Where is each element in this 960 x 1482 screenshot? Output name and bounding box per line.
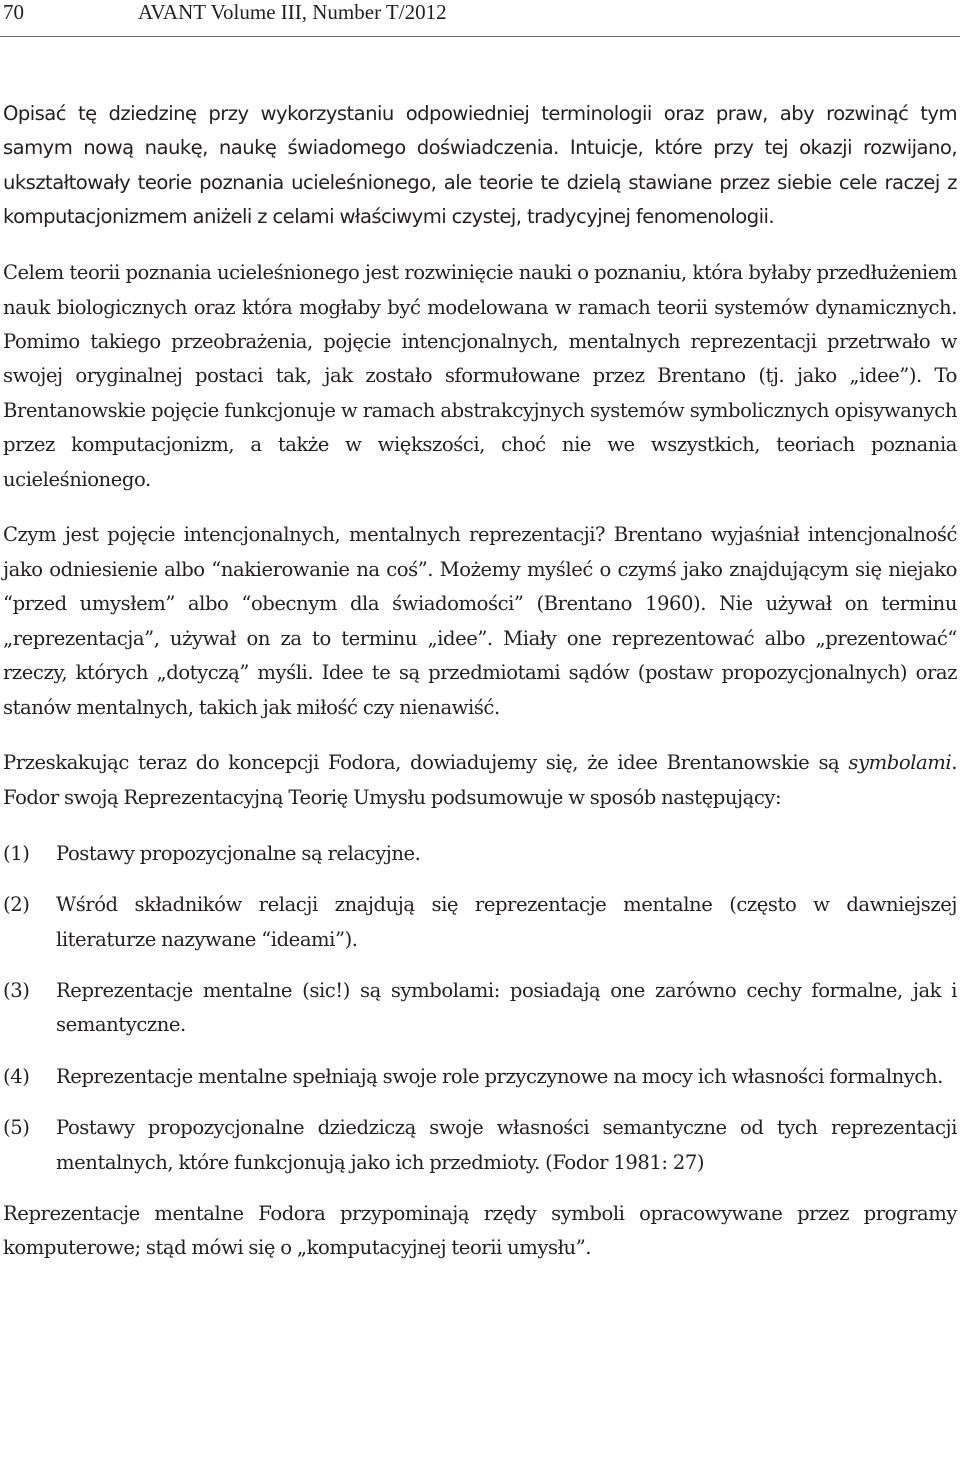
list-item — [3, 1060, 957, 1094]
paragraph-fodor-intro-start: Przeskakując teraz do koncepcji Fodora, dowiadujemy się, że idee Brentanowskie są — [3, 751, 849, 775]
article-body — [3, 97, 957, 1266]
thesis-number: (3) — [3, 978, 30, 1002]
thesis-number: (1) — [3, 841, 30, 865]
emphasis-symbols: symbolami — [848, 751, 952, 775]
page-number: 70 — [3, 0, 24, 24]
paragraph-embodied-cognition-origins: Opisać tę dziedzinę przy wykorzystaniu odpowiedniej terminologii oraz praw, aby rozwinąć tym samym nową naukę, naukę świadomego doświadczenia. Intuicje, które przy tej okazji rozwijano, ukształtowały teorie poznania ucieleśnionego, ale teorie te dzielą stawiane przez siebie cele raczej z komputacjonizmem aniżeli z celami właściwymi czystej, tradycyjnej fenomenologii. — [3, 102, 957, 229]
thesis-text: Reprezentacje mentalne spełniają swoje role przyczynowe na mocy ich własności formalnych. — [56, 1064, 943, 1088]
paragraph-fodor-intro — [3, 746, 957, 815]
thesis-text: Wśród składników relacji znajdują się reprezentacje mentalne (często w dawniejszej literaturze nazywane “ideami”). — [56, 893, 957, 951]
header-rule — [0, 36, 960, 37]
thesis-number: (5) — [3, 1116, 30, 1140]
thesis-text: Postawy propozycjonalne dziedziczą swoje własności semantyczne od tych reprezentacji mentalnych, które funkcjonują jako ich przedmioty. (Fodor 1981: 27) — [56, 1116, 957, 1174]
paragraph-computational-theory: Reprezentacje mentalne Fodora przypominają rzędy symboli opracowywane przez programy komputerowe; stąd mówi się o „komputacyjnej teorii umysłu”. — [3, 1201, 957, 1260]
fodor-theses-list — [3, 837, 957, 1180]
thesis-text: Reprezentacje mentalne (sic!) są symbolami: posiadają one zarówno cechy formalne, jak i semantyczne. — [56, 978, 957, 1037]
list-item — [3, 974, 957, 1043]
thesis-number: (2) — [3, 893, 30, 917]
paragraph-fodor-intro-end: . Fodor swoją Reprezentacyjną Teorię Umysłu podsumowuje w sposób następujący: — [3, 751, 957, 809]
running-head — [3, 0, 957, 30]
thesis-number: (4) — [3, 1064, 30, 1088]
journal-title: AVANT Volume III, Number T/2012 — [138, 0, 447, 24]
list-item — [3, 837, 957, 871]
list-item — [3, 1111, 957, 1180]
paragraph-intentional-representations: Czym jest pojęcie intencjonalnych, mentalnych reprezentacji? Brentano wyjaśniał intencjonalność jako odniesienie albo “nakierowanie na coś”. Możemy myśleć o czymś jako znajdującym się niejako “przed umysłem” albo “obecnym dla świadomości” (Brentano 1960). Nie używał on terminu „reprezentacja”, używał on za to terminu „idee”. Miały one reprezentować albo „prezentować“ rzeczy, których „dotyczą” myśli. Idee te są przedmiotami sądów (postaw propozycjonalnych) oraz stanów mentalnych, takich jak miłość czy nienawiść. — [3, 523, 957, 719]
list-item — [3, 888, 957, 957]
thesis-text: Postawy propozycjonalne są relacyjne. — [56, 841, 421, 865]
paragraph-embodied-cognition-goal: Celem teorii poznania ucieleśnionego jest rozwinięcie nauki o poznaniu, która byłaby przedłużeniem nauk biologicznych oraz która mogłaby być modelowana w ramach teorii systemów dynamicznych. Pomimo takiego przeobrażenia, pojęcie intencjonalnych, mentalnych reprezentacji przetrwało w swojej oryginalnej postaci tak, jak zostało sformułowane przez Brentano (tj. jako „idee”). To Brentanowskie pojęcie funkcjonuje w ramach abstrakcyjnych systemów symbolicznych opisywanych przez komputacjonizm, a także w większości, choć nie we wszystkich, teoriach poznania ucieleśnionego. — [3, 261, 957, 491]
